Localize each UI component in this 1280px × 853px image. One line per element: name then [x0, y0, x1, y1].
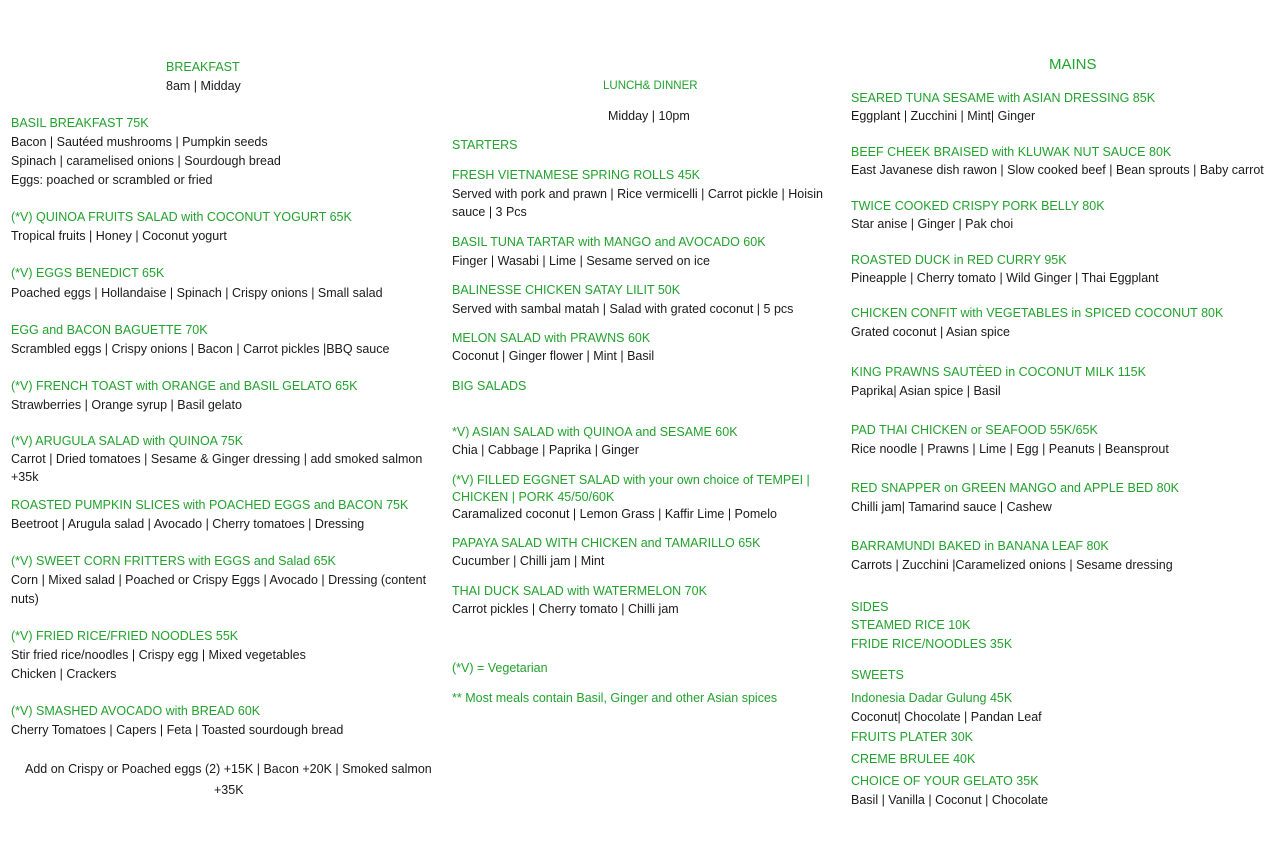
mains-title: MAINS [1049, 56, 1097, 73]
menu-item-name: (*V) QUINOA FRUITS SALAD with COCONUT YOGURT 65K [11, 210, 352, 224]
lunch-title: LUNCH& DINNER [603, 80, 698, 92]
menu-item-desc: Cucumber | Chilli jam | Mint [452, 554, 605, 568]
menu-item-name: BEEF CHEEK BRAISED with KLUWAK NUT SAUCE 80K [851, 145, 1172, 159]
menu-item-name: BALINESSE CHICKEN SATAY LILIT 50K [452, 283, 681, 297]
menu-item-name: CHOICE OF YOUR GELATO 35K [851, 774, 1039, 788]
side-item: STEAMED RICE 10K [851, 618, 971, 632]
menu-item-desc: Spinach | caramelised onions | Sourdough bread [11, 154, 281, 168]
menu-item-name: (*V) SWEET CORN FRITTERS with EGGS and Salad 65K [11, 554, 336, 568]
menu-item-desc: Grated coconut | Asian spice [851, 325, 1010, 339]
menu-item-name: (*V) SMASHED AVOCADO with BREAD 60K [11, 704, 261, 718]
menu-item-desc: Strawberries | Orange syrup | Basil gelato [11, 398, 242, 412]
breakfast-addon: Add on Crispy or Poached eggs (2) +15K | Bacon +20K | Smoked salmon [25, 762, 432, 776]
menu-item-name: MELON SALAD with PRAWNS 60K [452, 331, 651, 345]
menu-item-desc: sauce | 3 Pcs [452, 205, 527, 219]
menu-item-name: TWICE COOKED CRISPY PORK BELLY 80K [851, 199, 1105, 213]
menu-item-name: EGG and BACON BAGUETTE 70K [11, 323, 208, 337]
menu-item-desc: Eggplant | Zucchini | Mint| Ginger [851, 109, 1036, 123]
menu-item-desc: Finger | Wasabi | Lime | Sesame served on ice [452, 254, 710, 268]
menu-item-name: PAD THAI CHICKEN or SEAFOOD 55K/65K [851, 423, 1098, 437]
menu-item-desc: Stir fried rice/noodles | Crispy egg | Mixed vegetables [11, 648, 306, 662]
menu-item-name: (*V) FILLED EGGNET SALAD with your own choice of TEMPEI | [452, 473, 810, 487]
menu-item-desc: Coconut | Ginger flower | Mint | Basil [452, 349, 655, 363]
menu-item-name: THAI DUCK SALAD with WATERMELON 70K [452, 584, 707, 598]
spices-note: ** Most meals contain Basil, Ginger and other Asian spices [452, 691, 778, 705]
menu-item-name: FRUITS PLATER 30K [851, 730, 974, 744]
menu-item-name: (*V) ARUGULA SALAD with QUINOA 75K [11, 434, 244, 448]
menu-item-name: BASIL BREAKFAST 75K [11, 116, 149, 130]
menu-item-name: SEARED TUNA SESAME with ASIAN DRESSING 85K [851, 91, 1156, 105]
menu-item-desc: Bacon | Sautéed mushrooms | Pumpkin seeds [11, 135, 268, 149]
menu-item-desc: Carrot pickles | Cherry tomato | Chilli jam [452, 602, 679, 616]
side-item: FRIDE RICE/NOODLES 35K [851, 637, 1013, 651]
lunch-hours: Midday | 10pm [608, 109, 690, 123]
menu-item-desc: East Javanese dish rawon | Slow cooked beef | Bean sprouts | Baby carrot [851, 163, 1264, 177]
menu-item-name: BARRAMUNDI BAKED in BANANA LEAF 80K [851, 539, 1109, 553]
vegetarian-note: (*V) = Vegetarian [452, 661, 548, 675]
menu-item-name: CHICKEN | PORK 45/50/60K [452, 490, 615, 504]
menu-item-desc: nuts) [11, 592, 39, 606]
menu-item-desc: Served with pork and prawn | Rice vermicelli | Carrot pickle | Hoisin [452, 187, 823, 201]
menu-item-desc: Served with sambal matah | Salad with grated coconut | 5 pcs [452, 302, 794, 316]
menu-item-desc: Caramalized coconut | Lemon Grass | Kaffir Lime | Pomelo [452, 507, 777, 521]
menu-item-desc: Chicken | Crackers [11, 667, 117, 681]
menu-item-name: CHICKEN CONFIT with VEGETABLES in SPICED COCONUT 80K [851, 306, 1224, 320]
menu-item-desc: Carrot | Dried tomatoes | Sesame & Ginger dressing | add smoked salmon [11, 452, 423, 466]
menu-item-name: (*V) FRENCH TOAST with ORANGE and BASIL GELATO 65K [11, 379, 358, 393]
menu-item-desc: Tropical fruits | Honey | Coconut yogurt [11, 229, 227, 243]
breakfast-title: BREAKFAST [166, 60, 240, 74]
menu-item-desc: Beetroot | Arugula salad | Avocado | Cherry tomatoes | Dressing [11, 517, 365, 531]
menu-item-desc: Star anise | Ginger | Pak choi [851, 217, 1014, 231]
sides-heading: SIDES [851, 600, 889, 614]
sweets-heading: SWEETS [851, 668, 904, 682]
menu-item-desc: Cherry Tomatoes | Capers | Feta | Toasted sourdough bread [11, 723, 344, 737]
menu-item-desc: Chia | Cabbage | Paprika | Ginger [452, 443, 639, 457]
menu-item-desc: Pineapple | Cherry tomato | Wild Ginger | Thai Eggplant [851, 271, 1159, 285]
menu-item-desc: +35k [11, 470, 39, 484]
menu-item-name: *V) ASIAN SALAD with QUINOA and SESAME 60K [452, 425, 738, 439]
big-salads-heading: BIG SALADS [452, 379, 527, 393]
menu-item-desc: Paprika| Asian spice | Basil [851, 384, 1001, 398]
menu-item-desc: Rice noodle | Prawns | Lime | Egg | Peanuts | Beansprout [851, 442, 1169, 456]
menu-item-name: ROASTED PUMPKIN SLICES with POACHED EGGS and BACON 75K [11, 498, 409, 512]
menu-item-name: (*V) FRIED RICE/FRIED NOODLES 55K [11, 629, 239, 643]
menu-item-desc: Scrambled eggs | Crispy onions | Bacon | Carrot pickles |BBQ sauce [11, 342, 390, 356]
menu-item-desc: Basil | Vanilla | Coconut | Chocolate [851, 793, 1049, 807]
menu-item-name: KING PRAWNS SAUTÈED in COCONUT MILK 115K [851, 365, 1146, 379]
starters-heading: STARTERS [452, 138, 518, 152]
menu-item-name: RED SNAPPER on GREEN MANGO and APPLE BED 80K [851, 481, 1179, 495]
menu-item-desc: Eggs: poached or scrambled or fried [11, 173, 213, 187]
menu-item-name: (*V) EGGS BENEDICT 65K [11, 266, 165, 280]
menu-item-name: BASIL TUNA TARTAR with MANGO and AVOCADO 60K [452, 235, 766, 249]
menu-item-name: FRESH VIETNAMESE SPRING ROLLS 45K [452, 168, 700, 182]
menu-item-name: PAPAYA SALAD WITH CHICKEN and TAMARILLO 65K [452, 536, 761, 550]
menu-item-desc: Carrots | Zucchini |Caramelized onions | Sesame dressing [851, 558, 1173, 572]
menu-item-desc: Corn | Mixed salad | Poached or Crispy Eggs | Avocado | Dressing (content [11, 573, 427, 587]
menu-item-desc: Coconut| Chocolate | Pandan Leaf [851, 710, 1042, 724]
menu-item-desc: Chilli jam| Tamarind sauce | Cashew [851, 500, 1052, 514]
breakfast-addon: +35K [214, 783, 244, 797]
menu-item-name: CREME BRULEE 40K [851, 752, 976, 766]
breakfast-hours: 8am | Midday [166, 79, 241, 93]
menu-item-name: ROASTED DUCK in RED CURRY 95K [851, 253, 1067, 267]
menu-item-desc: Poached eggs | Hollandaise | Spinach | Crispy onions | Small salad [11, 286, 383, 300]
menu-item-name: Indonesia Dadar Gulung 45K [851, 691, 1013, 705]
